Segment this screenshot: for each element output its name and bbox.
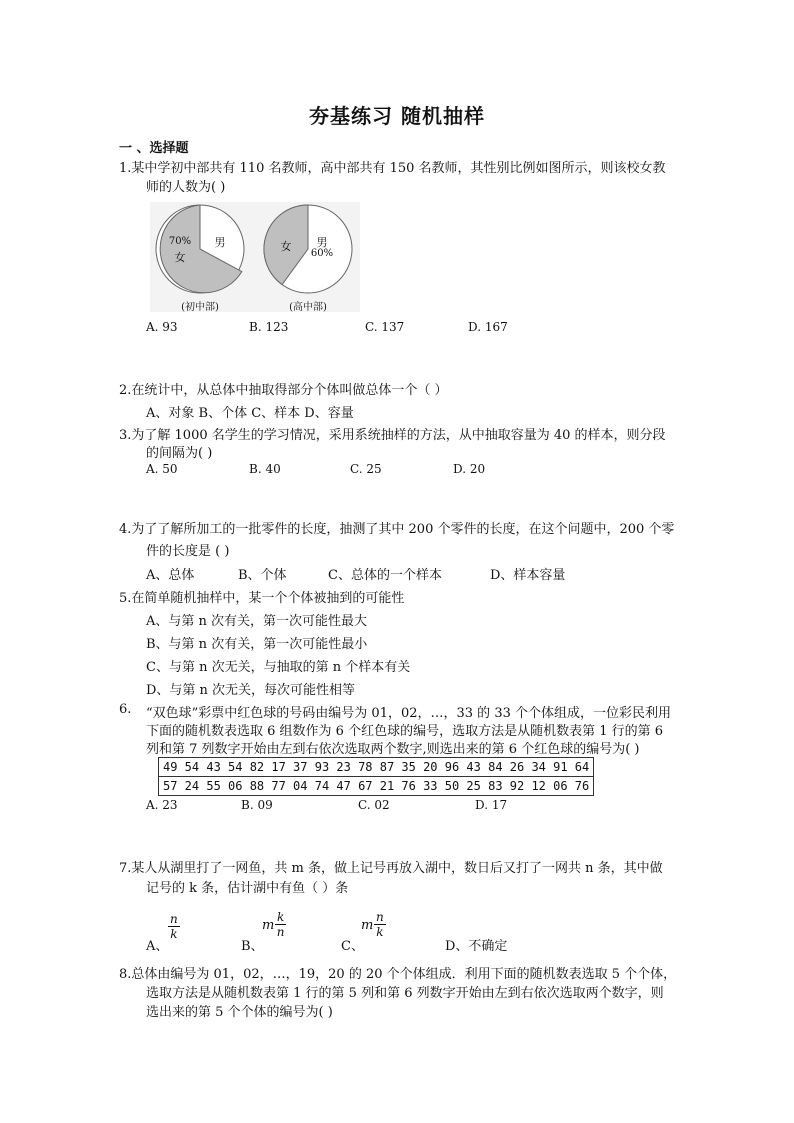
question-text: 7.某人从湖里打了一网鱼，共 m 条，做上记号再放入湖中，数日后又打了一网共 n 条，其中做 — [119, 861, 663, 876]
option-row[interactable]: A、对象 B、个体 C、样本 D、容量 — [146, 406, 354, 421]
fraction-denominator: n — [276, 925, 285, 939]
option-a[interactable]: A、 — [146, 939, 169, 954]
question-text: 2.在统计中，从总体中抽取得部分个体叫做总体一个（ ） — [119, 383, 448, 398]
question-text: 4.为了了解所加工的一批零件的长度，抽测了其中 200 个零件的长度，在这个问题中，200 个零 — [119, 522, 675, 537]
option-b[interactable]: B、个体 — [238, 568, 287, 583]
pie-label: 60% — [310, 248, 334, 259]
pie-label: 女 — [280, 240, 292, 253]
option-a[interactable]: A、总体 — [146, 568, 195, 583]
page-title: 夯基练习 随机抽样 — [309, 104, 485, 128]
pie-figure — [150, 202, 360, 312]
option-c[interactable]: C. 137 — [365, 320, 405, 334]
option-a[interactable]: A. 23 — [146, 798, 178, 812]
option-b[interactable]: B. 09 — [241, 798, 273, 812]
option-d[interactable]: D. 167 — [468, 320, 508, 334]
pie-label: 女 — [174, 251, 186, 264]
pie-caption: (初中部) — [181, 302, 219, 313]
fraction-numerator: n — [170, 912, 178, 926]
question-number: 6. — [119, 702, 132, 717]
question-text: 选取方法是从随机数表第 1 行的第 5 列和第 6 列数字开始由左到右依次选取两个数字，则 — [146, 986, 664, 1001]
table-cell: 57 24 55 06 88 77 04 74 47 67 21 76 33 50 25 83 92 12 06 76 — [159, 777, 594, 796]
fraction-numerator: k — [277, 910, 285, 924]
pie-label: 70% — [168, 236, 192, 247]
option-a[interactable]: A. 93 — [146, 320, 178, 334]
option-c[interactable]: C. 02 — [358, 798, 390, 812]
question-text: 3.为了解 1000 名学生的学习情况，采用系统抽样的方法，从中抽取容量为 40 的样本，则分段 — [119, 428, 666, 443]
fraction-numerator: n — [376, 910, 384, 924]
question-text: “双色球”彩票中红色球的号码由编号为 01，02，…，33 的 33 个个体组成，一位彩民利用 — [146, 706, 671, 721]
option-a[interactable]: A. 50 — [146, 462, 178, 476]
option-b[interactable]: B. 123 — [249, 320, 289, 334]
fraction-c — [374, 910, 386, 939]
option-c[interactable]: C、 — [341, 939, 364, 954]
random-number-table — [158, 757, 594, 796]
option-b[interactable]: B、 — [241, 939, 264, 954]
question-text: 师的人数为( ) — [146, 180, 226, 195]
question-text: 选出来的第 5 个个体的编号为( ) — [146, 1005, 333, 1020]
question-text: 5.在简单随机抽样中，某一个个体被抽到的可能性 — [119, 591, 405, 606]
table-cell: 49 54 43 54 82 17 37 93 23 78 87 35 20 96 43 84 26 34 91 64 — [159, 758, 594, 777]
option-d[interactable]: D. 20 — [453, 462, 486, 476]
option-a[interactable]: A、与第 n 次有关，第一次可能性最大 — [146, 614, 368, 629]
option-d[interactable]: D、不确定 — [445, 939, 508, 954]
option-d[interactable]: D、与第 n 次无关，每次可能性相等 — [146, 683, 356, 698]
table-row — [159, 777, 594, 796]
question-text: 8.总体由编号为 01，02，…，19，20 的 20 个个体组成．利用下面的随机数表选取 5 个个体， — [119, 967, 677, 982]
question-text: 列和第 7 列数字开始由左到右依次选取两个数字,则选出来的第 6 个红色球的编号为( ) — [146, 742, 640, 757]
fraction-prefix: m — [262, 918, 275, 933]
option-b[interactable]: B、与第 n 次有关，第一次可能性最小 — [146, 637, 368, 652]
fraction-denominator: k — [170, 927, 178, 941]
section-heading: 一 、选择题 — [119, 141, 189, 156]
pie-caption: (高中部) — [289, 302, 327, 313]
option-c[interactable]: C. 25 — [350, 462, 382, 476]
option-c[interactable]: C、总体的一个样本 — [328, 568, 442, 583]
option-b[interactable]: B. 40 — [249, 462, 281, 476]
fraction-b — [275, 910, 286, 939]
question-text: 的间隔为( ) — [146, 446, 213, 461]
question-text: 记号的 k 条，估计湖中有鱼（ ）条 — [146, 881, 349, 896]
fraction-prefix: m — [361, 918, 374, 933]
option-c[interactable]: C、与第 n 次无关，与抽取的第 n 个样本有关 — [146, 660, 411, 675]
pie-label: 男 — [214, 236, 226, 249]
fraction-a — [168, 912, 180, 941]
question-text: 1.某中学初中部共有 110 名教师，高中部共有 150 名教师，其性别比例如图所示，则该校女教 — [119, 161, 666, 176]
table-row — [159, 758, 594, 777]
question-text: 下面的随机数表选取 6 组数作为 6 个红色球的编号，选取方法是从随机数表第 1 行的第 6 — [146, 724, 664, 739]
option-d[interactable]: D、样本容量 — [490, 568, 566, 583]
pie-label: 男 — [316, 236, 328, 249]
option-d[interactable]: D. 17 — [475, 798, 508, 812]
fraction-denominator: k — [376, 925, 384, 939]
question-text: 件的长度是 ( ) — [146, 544, 230, 559]
